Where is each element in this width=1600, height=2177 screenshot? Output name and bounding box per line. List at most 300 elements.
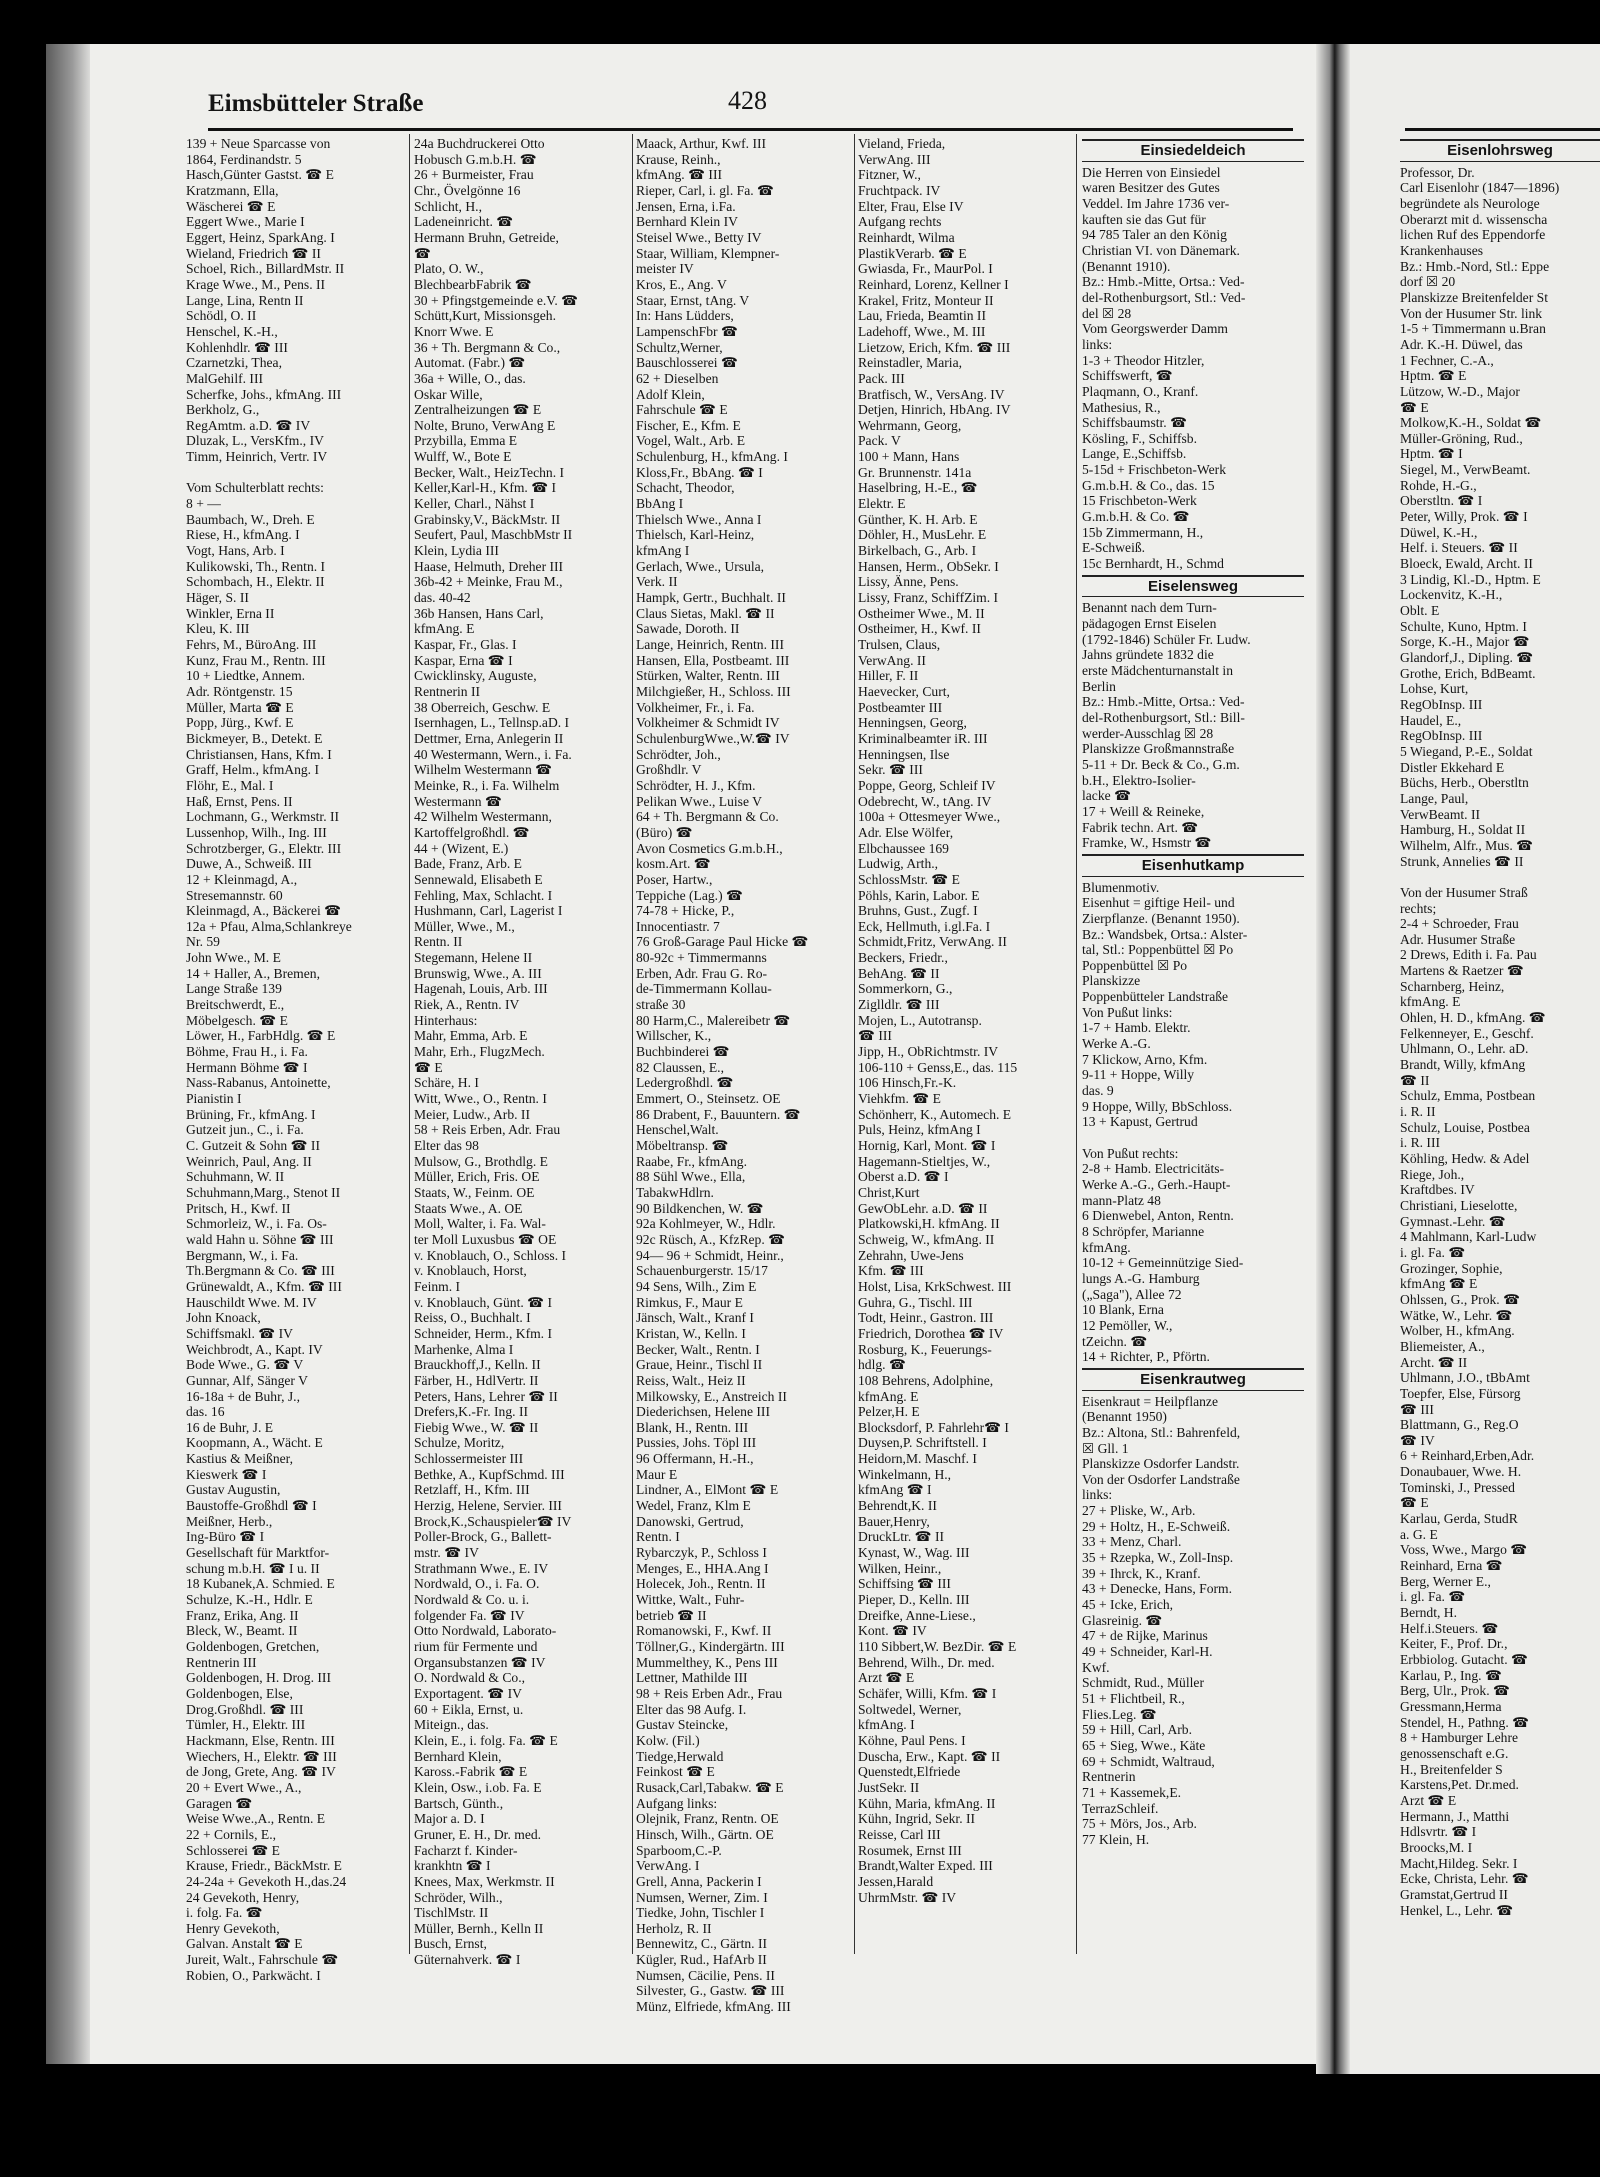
entry-line: 51 + Flichtbeil, R., xyxy=(1082,1691,1185,1706)
entry-line: v. Knoblauch, Günt. ☎ I xyxy=(414,1294,552,1310)
entry-line: Thielsch, Karl-Heinz, xyxy=(636,527,755,543)
entry-line: E-Schweiß. xyxy=(1082,540,1146,556)
entry-line: 36b Hansen, Hans Carl, xyxy=(414,605,544,621)
entry-line: Steisel Wwe., Betty IV xyxy=(636,229,762,245)
entry-line: Jensen, Erna, i.Fa. xyxy=(636,198,736,214)
entry-line: Czarnetzki, Thea, xyxy=(186,355,282,371)
entry-line: Vom Schulterblatt rechts: xyxy=(186,480,324,496)
entry-line: Wiechers, H., Elektr. ☎ III xyxy=(186,1748,337,1764)
entry-line: 12 Pemöller, W., xyxy=(1082,1317,1173,1333)
entry-line: Mummelthey, K., Pens III xyxy=(636,1654,778,1670)
entry-line: Gr. Brunnenstr. 141a xyxy=(858,464,972,480)
entry-line: Planskizze Osdorfer Landstr. xyxy=(1082,1456,1240,1472)
entry-line: Gressmann,Herma xyxy=(1400,1698,1502,1714)
entry-line: Gwiasda, Fr., MaurPol. I xyxy=(858,261,993,277)
entry-line: straße 30 xyxy=(636,997,686,1013)
entry-line: Adolf Klein, xyxy=(636,386,705,402)
entry-line: SchulenburgWwe.,W.☎ IV xyxy=(636,730,790,746)
entry-line: Kros, E., Ang. V xyxy=(636,276,727,292)
entry-line: Hermann Böhme ☎ I xyxy=(186,1059,308,1075)
entry-line: Krankenhauses xyxy=(1400,242,1484,258)
entry-line: Popp, Jürg., Kwf. E xyxy=(186,715,294,731)
entry-line: Sommerkorn, G., xyxy=(858,981,953,997)
entry-line: Hobusch G.m.b.H. ☎ xyxy=(414,151,537,167)
entry-line: Eisenhut = giftige Heil- und xyxy=(1082,895,1235,911)
entry-line: Puls, Heinz, kfmAng I xyxy=(858,1122,981,1138)
entry-line: Thielsch Wwe., Anna I xyxy=(636,511,762,527)
entry-line: ☎ E xyxy=(414,1059,443,1075)
entry-line: 108 Behrens, Adolphine, xyxy=(858,1372,994,1388)
entry-line: SchlossMstr. ☎ E xyxy=(858,871,960,887)
entry-line: 29 + Holtz, H., E-Schweiß. xyxy=(1082,1518,1231,1534)
entry-line: Uhlmann, O., Lehr. aD. xyxy=(1400,1041,1529,1057)
entry-line: 92a Kohlmeyer, W., Hdlr. xyxy=(636,1216,776,1232)
street-block-eisenhutkamp xyxy=(1082,880,1304,1365)
entry-line: Schütt,Kurt, Missionsgeh. xyxy=(414,308,556,324)
entry-line: 10 + Liedtke, Annem. xyxy=(186,668,306,684)
entry-line: Berg, Werner E., xyxy=(1400,1573,1491,1589)
entry-line: Flies.Leg. ☎ xyxy=(1082,1706,1157,1722)
entry-line: Grünewaldt, A., Kfm. ☎ III xyxy=(186,1278,342,1294)
entry-line: Kastius & Meißner, xyxy=(186,1451,294,1467)
entry-line: 36b-42 + Meinke, Frau M., xyxy=(414,574,563,590)
entry-line: 35 + Rzepka, W., Zoll-Insp. xyxy=(1082,1550,1234,1566)
entry-line: Planskizze xyxy=(1082,973,1141,989)
entry-line: 106-110 + Genss,E., das. 115 xyxy=(858,1059,1018,1075)
entry-line: (Benannt 1950) xyxy=(1082,1409,1167,1425)
entry-line: Jipp, H., ObRichtmstr. IV xyxy=(858,1044,999,1060)
entry-line: Hansen, Herm., ObSekr. I xyxy=(858,558,999,574)
entry-line: kfmAng. E xyxy=(1400,994,1461,1010)
entry-line: Kristan, W., Kelln. I xyxy=(636,1325,746,1341)
entry-line: Planskizze Großmannstraße xyxy=(1082,741,1235,757)
entry-line: del ☒ 28 xyxy=(1082,305,1132,321)
entry-line: Bz.: Wandsbek, Ortsa.: Alster- xyxy=(1082,926,1248,942)
entry-line: werder-Ausschlag ☒ 28 xyxy=(1082,725,1214,741)
entry-line: kauften sie das Gut für xyxy=(1082,211,1206,227)
entry-line: ☎ III xyxy=(1400,1401,1434,1417)
entry-line: Knorr Wwe. E xyxy=(414,323,494,339)
entry-line: Siegel, M., VerwBeamt. xyxy=(1400,462,1531,478)
entry-line: Lockenvitz, K.-H., xyxy=(1400,587,1503,603)
entry-line: Busch, Ernst, xyxy=(414,1936,487,1952)
entry-line: Seufert, Paul, MaschbMstr II xyxy=(414,527,573,543)
entry-line: Bleck, W., Beamt. II xyxy=(186,1623,298,1639)
entry-line: Lochmann, G., Werkmstr. II xyxy=(186,809,340,825)
entry-line: i. gl. Fa. ☎ xyxy=(1400,1244,1466,1260)
entry-line: 22 + Cornils, E., xyxy=(186,1826,276,1842)
entry-line: Fiebig Wwe., W. ☎ II xyxy=(414,1419,539,1435)
entry-line: Sparboom,C.-P. xyxy=(636,1842,722,1858)
entry-line: Nordwald, O., i. Fa. O. xyxy=(414,1576,540,1592)
entry-line: 44 + (Wizent, E.) xyxy=(414,840,509,856)
entry-line: Wilhelm, Alfr., Mus. ☎ xyxy=(1400,837,1534,853)
entry-line: Erbbiolog. Gutacht. ☎ xyxy=(1400,1652,1528,1667)
entry-line: Schrödter, Joh., xyxy=(636,746,721,762)
entry-line: Hansen, Ella, Postbeamt. III xyxy=(636,652,790,668)
entry-line: Schrotzberger, G., Elektr. III xyxy=(186,840,342,856)
entry-line: Planskizze Breitenfelder St xyxy=(1400,289,1548,305)
entry-line: Köhne, Paul Pens. I xyxy=(858,1732,966,1748)
entry-line: Bauer,Henry, xyxy=(858,1513,930,1529)
entry-line: Meißner, Herb., xyxy=(186,1513,273,1529)
entry-line: 36a + Wille, O., das. xyxy=(414,370,526,386)
entry-line: 24 Gevekoth, Henry, xyxy=(186,1889,300,1905)
entry-line: Poppenbüttel ☒ Po xyxy=(1082,957,1188,973)
entry-line: Schäfer, Willi, Kfm. ☎ I xyxy=(858,1685,997,1701)
entry-line: Rosumek, Ernst III xyxy=(858,1842,962,1858)
entry-line: Heidorn,M. Maschf. I xyxy=(858,1451,977,1467)
entry-line: 14 + Richter, P., Pförtn. xyxy=(1082,1349,1210,1365)
entry-line: Hamburg, H., Soldat II xyxy=(1400,822,1526,838)
entry-line: 94 Sens, Wilh., Zim E xyxy=(636,1278,757,1294)
entry-line: Schiffsing ☎ III xyxy=(858,1576,951,1592)
entry-line: Müller, Marta ☎ E xyxy=(186,699,294,715)
entry-line: Gustav Steincke, xyxy=(636,1717,729,1733)
entry-line: DruckLtr. ☎ II xyxy=(858,1529,945,1545)
entry-line: Düwel, K.-H., xyxy=(1400,524,1478,540)
entry-line: Schulz, Emma, Postbean xyxy=(1400,1088,1536,1104)
entry-line: Riese, H., kfmAng. I xyxy=(186,527,300,543)
entry-line: 12 + Kleinmagd, A., xyxy=(186,871,298,887)
entry-line: Toepfer, Else, Fürsorg xyxy=(1400,1385,1521,1401)
entry-line: Rosburg, K., Feuerungs- xyxy=(858,1341,992,1357)
directory-column-6 xyxy=(1400,136,1600,1956)
entry-line: das. 9 xyxy=(1082,1083,1114,1099)
entry-line: 8 + Hamburger Lehre xyxy=(1400,1730,1519,1746)
entry-line: Jessen,Harald xyxy=(858,1873,934,1889)
street-heading: Eisenlohrsweg xyxy=(1400,139,1600,162)
entry-line: i. gl. Fa. ☎ xyxy=(1400,1589,1466,1605)
entry-line: 62 + Dieselben xyxy=(636,370,719,386)
entry-line: Pussies, Johs. Töpl III xyxy=(636,1435,757,1451)
entry-line: Vogt, Hans, Arb. I xyxy=(186,543,285,559)
entry-line: Poller-Brock, G., Ballett- xyxy=(414,1529,552,1545)
entry-line: 18 Kubanek,A. Schmied. E xyxy=(186,1576,335,1592)
entry-line: Schulz, Louise, Postbea xyxy=(1400,1119,1530,1135)
entry-line: Voss, Wwe., Margo ☎ xyxy=(1400,1542,1528,1558)
entry-line: Wätke, W., Lehr. ☎ xyxy=(1400,1307,1513,1323)
entry-line: Pöhls, Karin, Labor. E xyxy=(858,887,980,903)
entry-line: Beckers, Friedr., xyxy=(858,950,948,966)
entry-line: Krage Wwe., M., Pens. II xyxy=(186,276,326,292)
entry-line: Ing-Büro ☎ I xyxy=(186,1529,265,1545)
column-divider xyxy=(854,134,855,1954)
entry-line: Marhenke, Alma I xyxy=(414,1341,514,1357)
entry-line: Raabe, Fr., kfmAng. xyxy=(636,1153,747,1169)
entry-line: Meinke, R., i. Fa. Wilhelm xyxy=(414,777,560,793)
entry-line: 24a Buchdruckerei Otto xyxy=(414,136,545,151)
entry-line: Organsubstanzen ☎ IV xyxy=(414,1654,546,1670)
directory-column-5 xyxy=(1082,136,1304,1956)
entry-line: Grabinsky,V., BäckMstr. II xyxy=(414,511,561,527)
entry-line: TerrazSchleif. xyxy=(1082,1800,1159,1816)
entry-line: Baustoffe-Großhdl ☎ I xyxy=(186,1498,317,1514)
entry-line: waren Besitzer des Gutes xyxy=(1082,180,1220,196)
entry-line: meister IV xyxy=(636,261,694,277)
entry-line: Schlosserei ☎ E xyxy=(186,1842,280,1858)
entry-line: UhrmMstr. ☎ IV xyxy=(858,1889,957,1905)
entry-line: Todt, Heinr., Gastron. III xyxy=(858,1310,994,1326)
entry-line: Verk. II xyxy=(636,574,678,590)
entry-line: 71 + Kassemek,E. xyxy=(1082,1784,1182,1800)
entry-line: Volkheimer & Schmidt IV xyxy=(636,715,780,731)
entry-line: Bernhard Klein, xyxy=(414,1748,502,1764)
entry-line: Cwicklinsky, Auguste, xyxy=(414,668,537,684)
entry-line: VerwBeamt. II xyxy=(1400,806,1481,822)
entry-line: 64 + Th. Bergmann & Co. xyxy=(636,809,779,825)
entry-line: Hackmann, Else, Rentn. III xyxy=(186,1732,335,1748)
entry-line: Kohlenhdlr. ☎ III xyxy=(186,339,288,355)
entry-line: Eggert Wwe., Marie I xyxy=(186,214,305,230)
entry-line: Vom Georgswerder Damm xyxy=(1082,321,1228,337)
entry-line: Gutzeit jun., C., i. Fa. xyxy=(186,1122,304,1138)
entry-line: 7 Klickow, Arno, Kfm. xyxy=(1082,1051,1208,1067)
entry-line: ☒ Gll. 1 xyxy=(1082,1440,1129,1456)
entry-line: 2-8 + Hamb. Electricitäts- xyxy=(1082,1161,1225,1177)
entry-line: BbAng I xyxy=(636,496,684,512)
entry-line: Bz.: Hmb.-Mitte, Ortsa.: Ved- xyxy=(1082,274,1245,290)
directory-column-3 xyxy=(636,136,850,2015)
entry-line: Gunnar, Alf, Sänger V xyxy=(186,1372,308,1388)
entry-line: Rohde, H.-G., xyxy=(1400,477,1477,493)
entry-line: i. folg. Fa. ☎ xyxy=(186,1905,263,1921)
column-divider xyxy=(409,134,410,1954)
entry-line: Lissy, Franz, SchiffZim. I xyxy=(858,590,999,606)
entry-line: Müller-Gröning, Rud., xyxy=(1400,430,1523,446)
entry-line: Ledergroßhdl. ☎ xyxy=(636,1075,734,1091)
entry-line: Lange, Heinrich, Rentn. III xyxy=(636,637,784,652)
entry-line: Helf. i. Steuers. ☎ II xyxy=(1400,540,1518,556)
entry-line: Viehkfm. ☎ E xyxy=(858,1091,941,1107)
entry-line: del-Rothenburgsort, Stl.: Ved- xyxy=(1082,289,1246,305)
entry-line: Lange, Lina, Rentn II xyxy=(186,292,304,308)
entry-line: 42 Wilhelm Westermann, xyxy=(414,809,552,825)
entry-line: Müller, Wwe., M., xyxy=(414,918,515,934)
entry-line: Gustav Augustin, xyxy=(186,1482,281,1498)
entry-line: Timm, Heinrich, Vertr. IV xyxy=(186,449,328,465)
entry-line: Staats Wwe., A. OE xyxy=(414,1200,523,1216)
entry-line: Staats, W., Feinm. OE xyxy=(414,1184,535,1200)
entry-line: RegObInsp. III xyxy=(1400,696,1483,712)
entry-line: In: Hans Lüdders, xyxy=(636,308,734,324)
entry-line: Werke A.-G. xyxy=(1082,1036,1151,1052)
entry-line: Silvester, G., Gastw. ☎ III xyxy=(636,1983,785,1999)
entry-line: Schiffswerft, ☎ xyxy=(1082,368,1173,384)
entry-line: Schulze, K.-H., Hdlr. E xyxy=(186,1592,313,1608)
entry-line: Schrödter, H. J., Kfm. xyxy=(636,777,756,793)
entry-line: Wolber, H., kfmAng. xyxy=(1400,1323,1515,1339)
entry-line: Lützow, W.-D., Major xyxy=(1400,383,1520,399)
entry-line: Brauckhoff,J., Kelln. II xyxy=(414,1357,541,1373)
entry-line: Bruhns, Gust., Zugf. I xyxy=(858,903,978,919)
entry-line: Schombach, H., Elektr. II xyxy=(186,574,325,590)
entry-line: 49 + Schneider, Karl-H. xyxy=(1082,1644,1213,1660)
entry-line: Numsen, Cäcilie, Pens. II xyxy=(636,1967,775,1983)
entry-line: Kühn, Maria, kfmAng. II xyxy=(858,1795,996,1811)
entry-line: Kfm. ☎ III xyxy=(858,1263,924,1279)
entry-line: 4 Mahlmann, Karl-Ludw xyxy=(1400,1229,1537,1245)
entry-line: krankhtn ☎ I xyxy=(414,1858,491,1874)
entry-line: Herholz, R. II xyxy=(636,1920,712,1936)
entry-line: Keller,Karl-H., Kfm. ☎ I xyxy=(414,480,557,496)
entry-line: Stürken, Walter, Rentn. III xyxy=(636,668,780,684)
entry-line: das. 40-42 xyxy=(414,590,471,606)
entry-line: BlechbearbFabrik ☎ xyxy=(414,276,532,292)
entry-line: Fitzner, W., xyxy=(858,167,921,183)
entry-line: Baumbach, W., Dreh. E xyxy=(186,511,315,527)
street-heading: Einsiedeldeich xyxy=(1082,139,1304,162)
entry-line: Duwe, A., Schweiß. III xyxy=(186,856,312,872)
entry-line: Plato, O. W., xyxy=(414,261,484,277)
entry-line: 80-92c + Timmermanns xyxy=(636,950,767,966)
entry-line: Fischer, E., Kfm. E xyxy=(636,417,741,433)
entry-line: Dettmer, Erna, Anlegerin II xyxy=(414,730,564,746)
entry-line: Kartoffelgroßhdl. ☎ xyxy=(414,824,530,840)
entry-line: de-Timmermann Kollau- xyxy=(636,981,772,997)
street-heading: Eiselensweg xyxy=(1082,575,1304,598)
entry-line: Romanowski, F., Kwf. II xyxy=(636,1623,772,1639)
entry-line: kfmAng. ☎ III xyxy=(636,167,723,183)
entry-line: Dreifke, Anne-Liese., xyxy=(858,1607,976,1623)
entry-line: Müller, Erich, Fris. OE xyxy=(414,1169,540,1185)
entry-line: Trulsen, Claus, xyxy=(858,637,941,652)
entry-line: Guhra, G., Tischl. III xyxy=(858,1294,973,1310)
entry-line: Blank, H., Rentn. III xyxy=(636,1419,749,1435)
entry-line: Molkow,K.-H., Soldat ☎ xyxy=(1400,415,1542,431)
entry-line: Rimkus, F., Maur E xyxy=(636,1294,743,1310)
entry-line: Färber, H., HdlVertr. II xyxy=(414,1372,539,1388)
entry-line: Krakel, Fritz, Monteur II xyxy=(858,292,994,308)
entry-line: Pianistin I xyxy=(186,1091,242,1107)
entry-line: 9-11 + Hoppe, Willy xyxy=(1082,1067,1195,1083)
entry-line: Wilhelm Westermann ☎ xyxy=(414,762,553,778)
entry-line: Schuhmann, W. II xyxy=(186,1169,285,1185)
entry-line: Blocksdorf, P. Fahrlehr☎ I xyxy=(858,1419,1009,1435)
entry-line: 39 + Ihrck, K., Kranf. xyxy=(1082,1565,1201,1581)
entry-line: Lohse, Kurt, xyxy=(1400,681,1469,697)
entry-line: rium für Fermente und xyxy=(414,1639,538,1654)
entry-line: 100 + Mann, Hans xyxy=(858,449,960,465)
entry-line: Lietzow, Erich, Kfm. ☎ III xyxy=(858,339,1011,355)
entry-line: Kösling, F., Schiffsb. xyxy=(1082,430,1197,446)
entry-line: Graue, Heinr., Tischl II xyxy=(636,1357,763,1373)
header-rule xyxy=(208,128,1293,131)
entry-line: Schlicht, H., xyxy=(414,198,482,214)
entry-line: Jureit, Walt., Fahrschule ☎ xyxy=(186,1952,339,1968)
entry-line: 38 Oberreich, Geschw. E xyxy=(414,699,551,715)
entry-line: Hauschildt Wwe. M. IV xyxy=(186,1294,317,1310)
entry-line: TabakwHdlrn. xyxy=(636,1184,714,1200)
entry-line: 17 + Weill & Reineke, xyxy=(1082,803,1205,819)
entry-line: Kraftdbes. IV xyxy=(1400,1182,1475,1198)
entry-line: Plaqmann, O., Kranf. xyxy=(1082,383,1199,399)
entry-line xyxy=(1082,1130,1304,1146)
entry-line: Scherfke, Johs., kfmAng. III xyxy=(186,386,342,402)
entry-line: Rentn. I xyxy=(636,1529,680,1545)
entry-line: Kwf. xyxy=(1082,1659,1110,1675)
entry-line: Zentralheizungen ☎ E xyxy=(414,402,542,418)
entry-line: Weinrich, Paul, Ang. II xyxy=(186,1153,312,1169)
entry-line: Uhlmann, J.O., tBbAmt xyxy=(1400,1370,1530,1386)
entry-line: Professor, Dr. xyxy=(1400,164,1475,180)
entry-line: Ohlssen, G., Prok. ☎ xyxy=(1400,1291,1521,1307)
entry-line: 1-5 + Timmermann u.Bran xyxy=(1400,321,1546,337)
entry-line: Peter, Willy, Prok. ☎ I xyxy=(1400,509,1528,525)
entry-line: Drefers,K.-Fr. Ing. II xyxy=(414,1404,528,1420)
entry-line: 14 + Haller, A., Bremen, xyxy=(186,965,320,981)
entry-line: Christ,Kurt xyxy=(858,1184,920,1200)
entry-line: Henningsen, Georg, xyxy=(858,715,967,731)
entry-line: Elbchaussee 169 xyxy=(858,840,949,856)
entry-line: Sekr. ☎ III xyxy=(858,762,923,778)
entry-line: Isernhagen, L., Tellnsp.aD. I xyxy=(414,715,570,731)
entry-line: Reiss, Walt., Heiz II xyxy=(636,1372,746,1388)
entry-line: betrieb ☎ II xyxy=(636,1607,707,1623)
entry-line: 5-11 + Dr. Beck & Co., G.m. xyxy=(1082,756,1240,772)
page-header xyxy=(208,86,1293,126)
entry-line: Köhling, Hedw. & Adel xyxy=(1400,1151,1530,1166)
entry-line: Lange, Paul, xyxy=(1400,790,1469,806)
entry-line: kfmAng. E xyxy=(414,621,475,637)
entry-line: Reinhardt, Wilma xyxy=(858,229,955,245)
entry-line: Rentn. II xyxy=(414,934,463,950)
entry-line: Automat. (Fabr.) ☎ xyxy=(414,355,526,371)
entry-line: LampenschFbr ☎ xyxy=(636,323,738,339)
entry-line: 16 de Buhr, J. E xyxy=(186,1419,274,1435)
entry-line: Detjen, Hinrich, HbAng. IV xyxy=(858,402,1011,418)
entry-line: 2-4 + Schroeder, Frau xyxy=(1400,916,1519,932)
entry-line: Reinhard, Erna ☎ xyxy=(1400,1558,1503,1574)
entry-line: Adr. Else Wölfer, xyxy=(858,824,954,840)
entry-line: kfmAng ☎ E xyxy=(1400,1276,1478,1292)
entry-line: 96 Offermann, H.-H., xyxy=(636,1451,754,1467)
entry-line: 80 Harm,C., Malereibetr ☎ xyxy=(636,1012,791,1028)
entry-line: 8 Schröpfer, Marianne xyxy=(1082,1223,1205,1239)
entry-line: Brunswig, Wwe., A. III xyxy=(414,965,542,981)
entry-line: Böhme, Frau H., i. Fa. xyxy=(186,1044,308,1060)
entry-line: Stegemann, Helene II xyxy=(414,950,533,966)
entry-line: Nr. 59 xyxy=(186,934,220,950)
entry-line: Lettner, Mathilde III xyxy=(636,1670,748,1686)
entry-line: 92c Rüsch, A., KfzRep. ☎ xyxy=(636,1231,786,1247)
entry-line: Schacht, Theodor, xyxy=(636,480,735,496)
entry-line: Mahr, Emma, Arb. E xyxy=(414,1028,528,1044)
entry-line: Wehrmann, Georg, xyxy=(858,417,962,433)
entry-line: genossenschaft e.G. xyxy=(1400,1745,1509,1761)
entry-line: Hampk, Gertr., Buchhalt. II xyxy=(636,590,786,606)
entry-line: begründete als Neurologe xyxy=(1400,195,1540,211)
entry-line: Kühn, Ingrid, Sekr. II xyxy=(858,1811,976,1827)
entry-line: Möbeltransp. ☎ xyxy=(636,1138,729,1153)
entry-line: Dluzak, L., VersKfm., IV xyxy=(186,433,324,449)
entry-line: lacke ☎ xyxy=(1082,788,1132,804)
entry-line: Staar, William, Klempner- xyxy=(636,245,780,261)
street-block-einsiedeldeich xyxy=(1082,165,1304,572)
entry-line: Klein, Osw., i.ob. Fa. E xyxy=(414,1779,542,1795)
entry-line: Winkelmann, H., xyxy=(858,1466,952,1482)
entry-line: Garagen ☎ xyxy=(186,1795,253,1811)
entry-line: Goldenbogen, Else, xyxy=(186,1685,293,1701)
entry-line: Mulsow, G., Brothdlg. E xyxy=(414,1153,548,1169)
entry-line: RegAmtm. a.D. ☎ IV xyxy=(186,417,311,433)
entry-line: Schneider, Herm., Kfm. I xyxy=(414,1325,552,1341)
entry-line: Kratzmann, Ella, xyxy=(186,182,279,198)
entry-line: Karstens,Pet. Dr.med. xyxy=(1400,1777,1519,1793)
entry-line: Bernhard Klein IV xyxy=(636,214,738,230)
entry-line: Arzt ☎ E xyxy=(858,1670,915,1686)
entry-line: Westermann ☎ xyxy=(414,793,502,809)
